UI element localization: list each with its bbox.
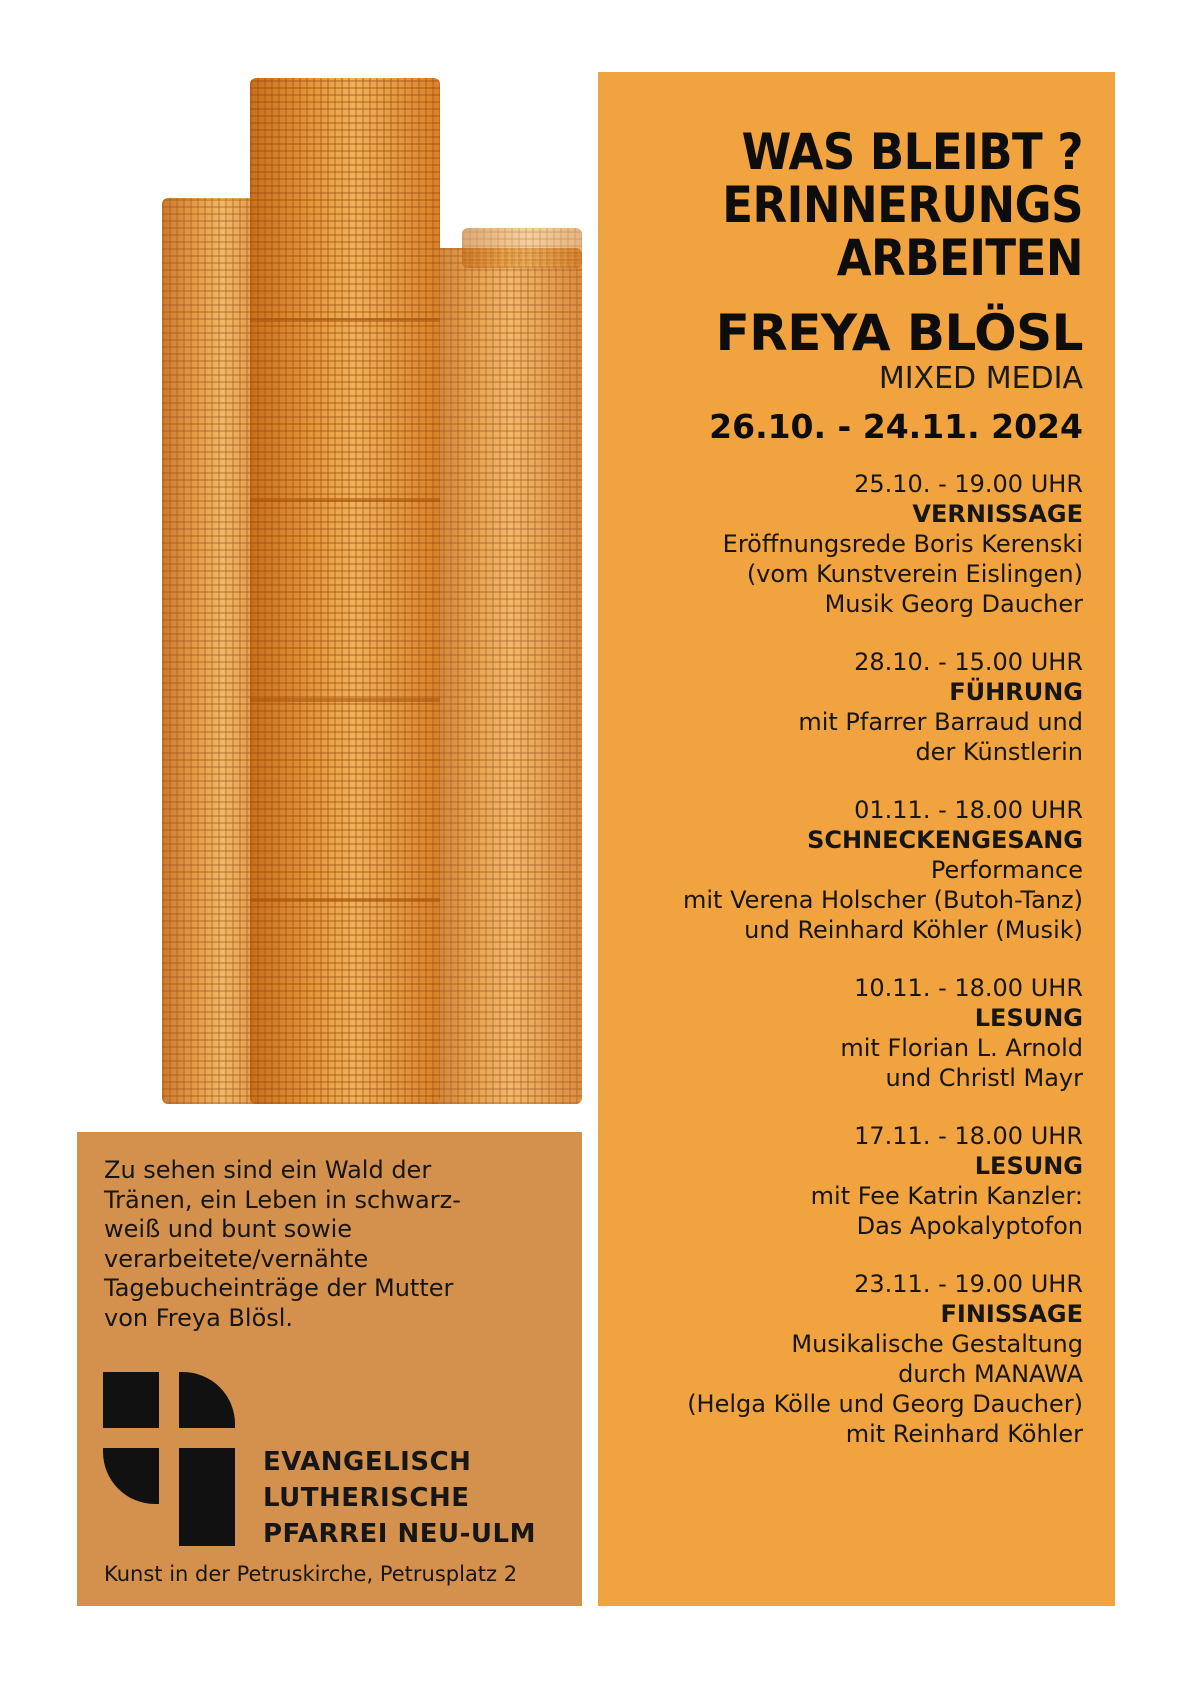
artwork-photo (162, 78, 582, 1104)
event-datetime: 28.10. - 15.00 UHR (854, 648, 1083, 676)
event-item (613, 795, 1083, 945)
event-datetime: 10.11. - 18.00 UHR (854, 974, 1083, 1002)
date-range: 26.10. - 24.11. 2024 (709, 407, 1083, 446)
event-name: LESUNG (974, 1152, 1083, 1180)
event-name: SCHNECKENGESANG (807, 826, 1083, 854)
event-detail: und Christl Mayr (885, 1064, 1083, 1092)
event-detail: mit Reinhard Köhler (845, 1420, 1083, 1448)
event-detail: Eröffnungsrede Boris Kerenski (722, 530, 1083, 558)
event-detail: Performance (930, 856, 1083, 884)
event-panel (598, 72, 1115, 1606)
textile-column-top-right (462, 228, 582, 268)
event-name: FÜHRUNG (949, 678, 1083, 706)
textile-column-right (422, 248, 582, 1104)
event-datetime: 17.11. - 18.00 UHR (854, 1122, 1083, 1150)
event-item (613, 1269, 1083, 1449)
organization-name: EVANGELISCH LUTHERISCHE PFARREI NEU-ULM (263, 1447, 536, 1549)
event-name: VERNISSAGE (912, 500, 1083, 528)
event-item (613, 1121, 1083, 1241)
event-detail: der Künstlerin (915, 738, 1083, 766)
event-datetime: 01.11. - 18.00 UHR (854, 796, 1083, 824)
church-cross-logo-icon (103, 1372, 235, 1546)
event-item (613, 469, 1083, 619)
event-detail: und Reinhard Köhler (Musik) (744, 916, 1083, 944)
event-detail: Musik Georg Daucher (824, 590, 1083, 618)
event-name: FINISSAGE (940, 1300, 1083, 1328)
description-text: Zu sehen sind ein Wald der Tränen, ein Leben in schwarz- weiß und bunt sowie verarbeitete/vernähte Tagebucheinträge der Mutter von Freya Blösl. (104, 1156, 461, 1332)
event-list (613, 469, 1083, 1449)
exhibition-title: WAS BLEIBT ? ERINNERUNGS ARBEITEN (722, 123, 1083, 287)
event-datetime: 25.10. - 19.00 UHR (854, 470, 1083, 498)
event-detail: mit Verena Holscher (Butoh-Tanz) (683, 886, 1083, 914)
location-text: Kunst in der Petruskirche, Petrusplatz 2 (104, 1562, 518, 1586)
event-item (613, 973, 1083, 1093)
event-detail: mit Florian L. Arnold (840, 1034, 1083, 1062)
artist-name: FREYA BLÖSL (715, 304, 1083, 362)
event-item (613, 647, 1083, 767)
event-detail: (Helga Kölle und Georg Daucher) (687, 1390, 1083, 1418)
event-detail: mit Pfarrer Barraud und (798, 708, 1083, 736)
event-detail: (vom Kunstverein Eislingen) (746, 560, 1083, 588)
description-box (77, 1132, 582, 1606)
event-name: LESUNG (974, 1004, 1083, 1032)
event-detail: mit Fee Katrin Kanzler: (810, 1182, 1083, 1210)
textile-column-center (250, 78, 440, 1104)
event-datetime: 23.11. - 19.00 UHR (854, 1270, 1083, 1298)
medium: MIXED MEDIA (878, 361, 1083, 396)
event-detail: durch MANAWA (898, 1360, 1083, 1388)
event-detail: Musikalische Gestaltung (791, 1330, 1083, 1358)
event-detail: Das Apokalyptofon (856, 1212, 1083, 1240)
